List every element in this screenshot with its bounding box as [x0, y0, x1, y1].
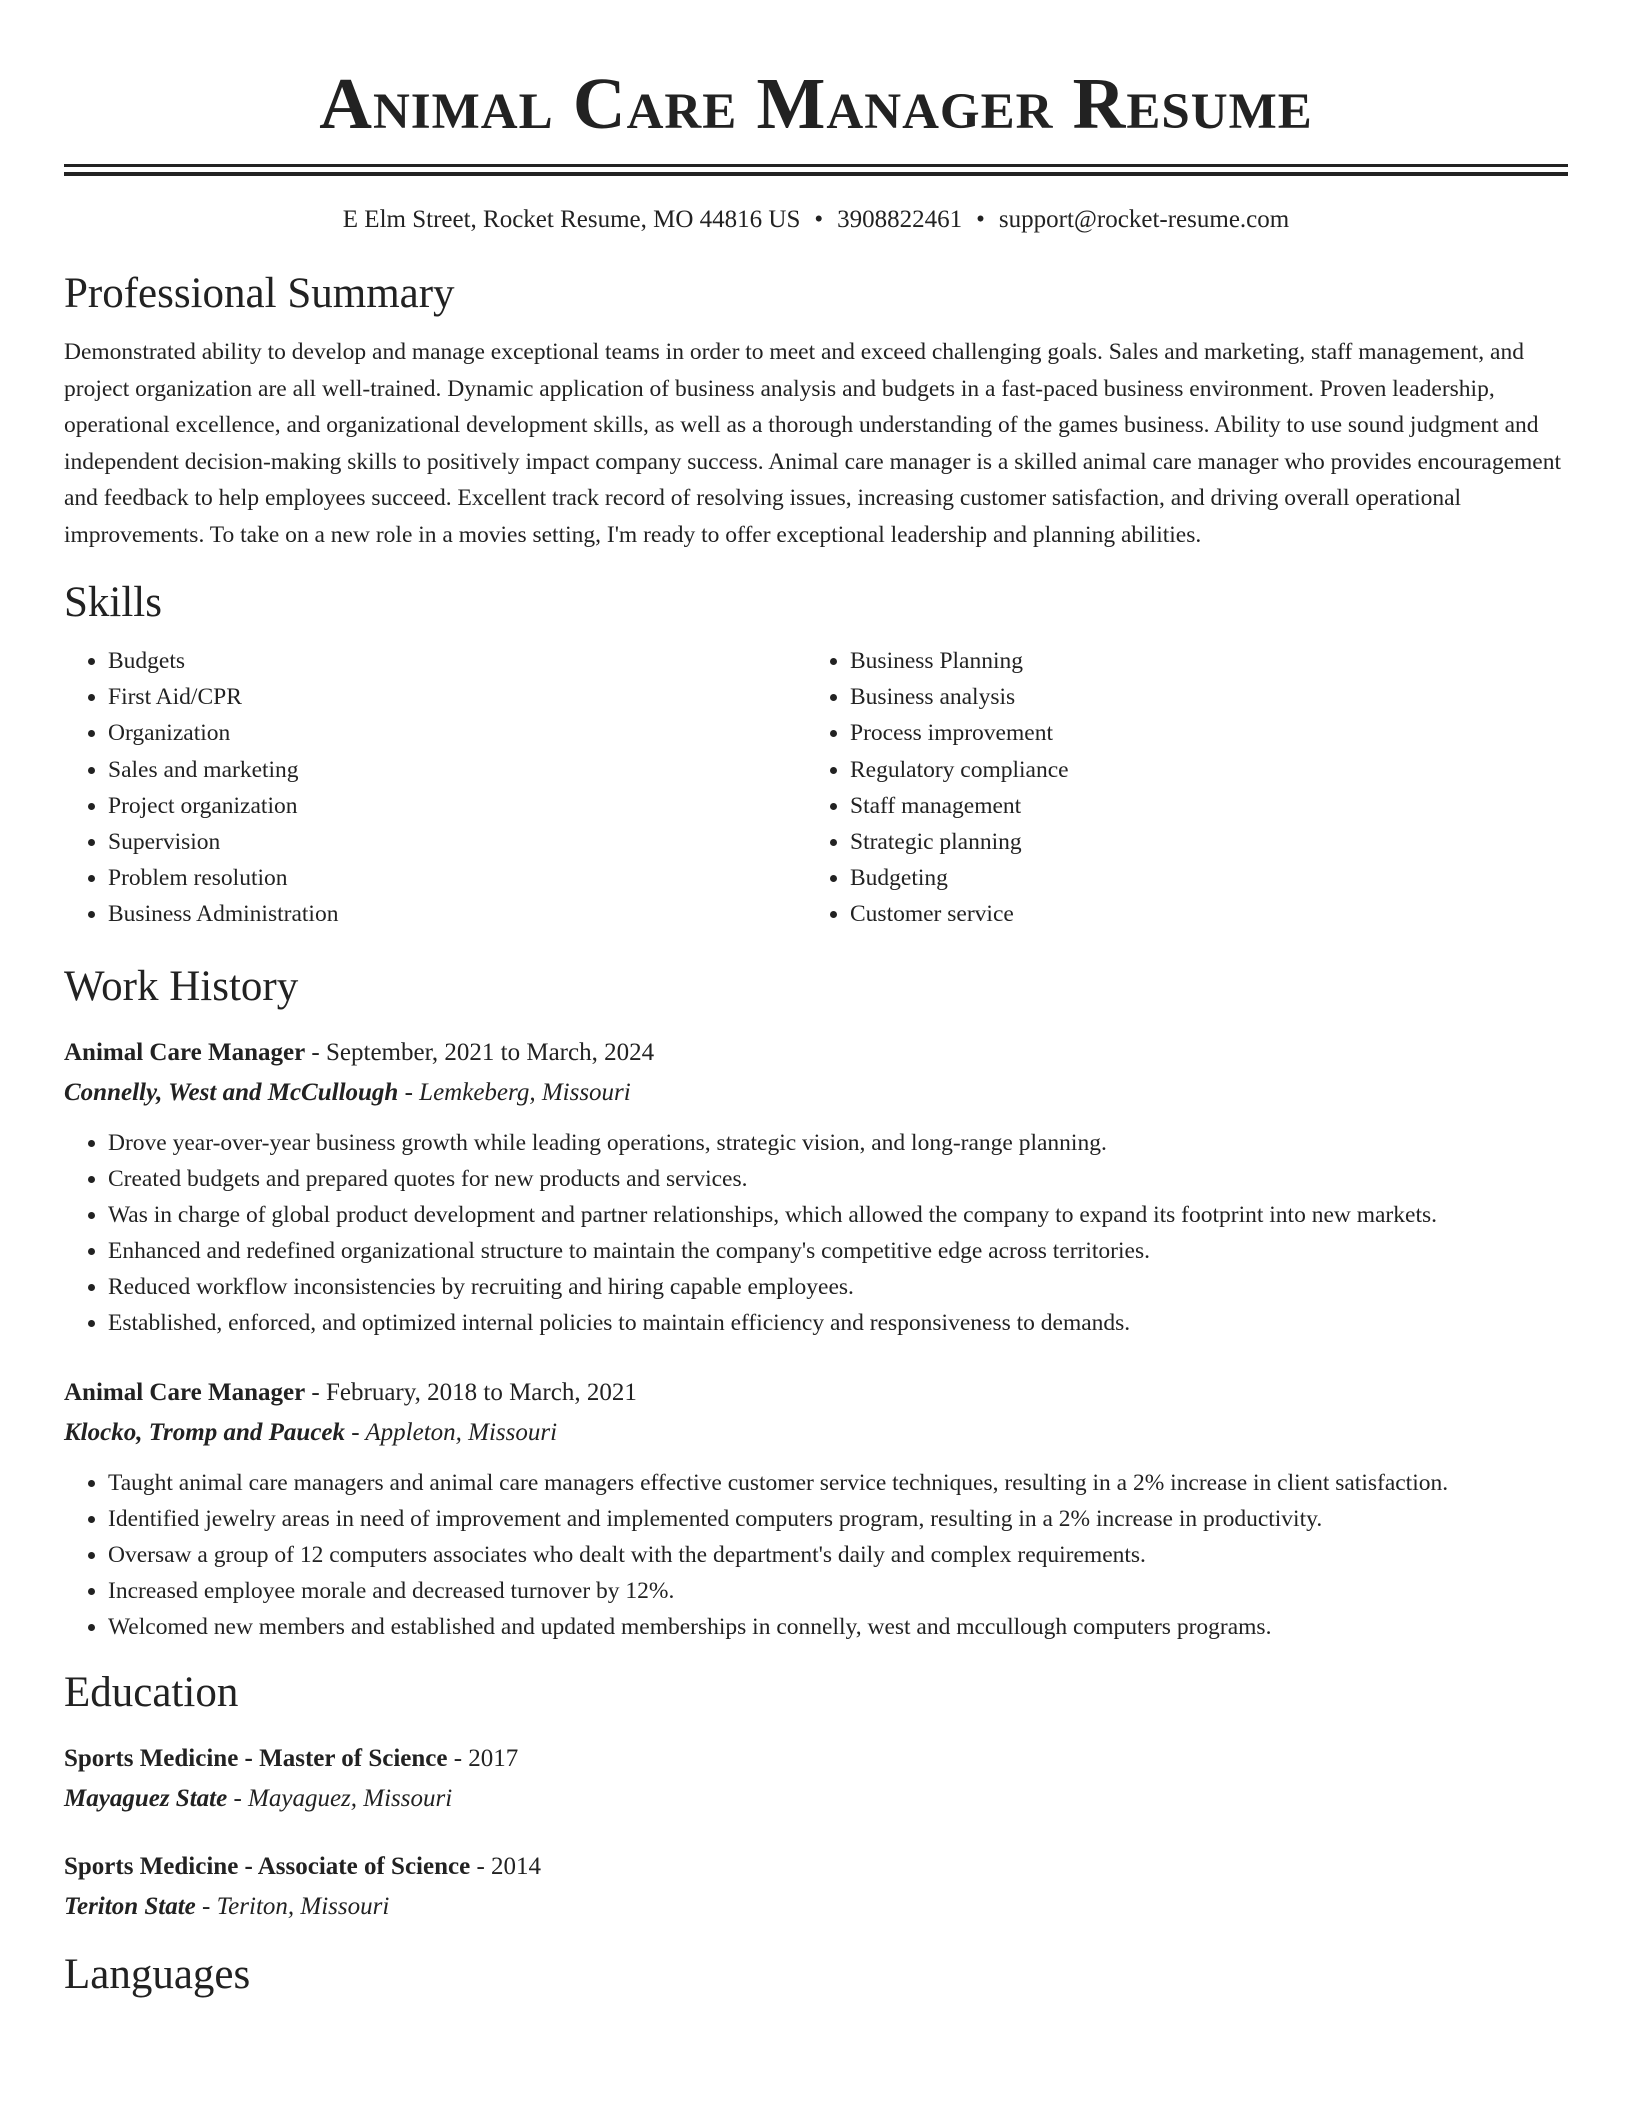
skills-column-left [64, 643, 806, 933]
job-bullets [64, 1125, 1568, 1341]
skill-item: • Sales and marketing [108, 752, 806, 788]
skill-item: • Business Administration [108, 896, 806, 932]
job-entry [64, 1033, 1568, 1341]
job-bullet: • Oversaw a group of 12 computers associates who dealt with the department's daily and complex requirements. [108, 1537, 1568, 1573]
job-bullet: • Taught animal care managers and animal care managers effective customer service techniques, resulting in a 2% increase in client satisfaction. [108, 1465, 1568, 1501]
skills-list [64, 643, 1568, 933]
degree-name: Sports Medicine - Master of Science [64, 1744, 448, 1772]
education-entry [64, 1739, 1568, 1819]
languages-heading: Languages [64, 1950, 251, 1998]
job-location: - Appleton, Missouri [345, 1418, 558, 1446]
school-line [64, 1887, 1568, 1927]
contact-line [64, 202, 1568, 238]
skill-item: • Process improvement [850, 715, 1506, 751]
education-entry [64, 1847, 1568, 1927]
job-title: Animal Care Manager [64, 1038, 306, 1066]
school-name: Mayaguez State [64, 1784, 228, 1812]
education-heading: Education [64, 1668, 239, 1716]
contact-separator: • [814, 206, 824, 233]
job-bullet: • Was in charge of global product development and partner relationships, which allowed the company to expand its footprint into new markets. [108, 1197, 1568, 1233]
skill-item: • Supervision [108, 824, 806, 860]
work-history-heading: Work History [64, 962, 299, 1010]
contact-separator: • [976, 206, 985, 233]
school-name: Teriton State [64, 1892, 196, 1920]
job-bullet: • Reduced workflow inconsistencies by recruiting and hiring capable employees. [108, 1269, 1568, 1305]
job-bullet: • Established, enforced, and optimized internal policies to maintain efficiency and responsiveness to demands. [108, 1305, 1568, 1341]
skill-item: • Regulatory compliance [850, 752, 1506, 788]
contact-address: E Elm Street, Rocket Resume, MO 44816 US [342, 206, 801, 233]
job-title-line [64, 1033, 1568, 1073]
job-dates: - September, 2021 to March, 2024 [305, 1038, 655, 1066]
job-company-line [64, 1413, 1568, 1453]
title-double-rule [64, 164, 1568, 176]
school-line [64, 1779, 1568, 1819]
job-bullet: • Welcomed new members and established and updated memberships in connelly, west and mccullough computers programs. [108, 1609, 1568, 1645]
skill-item: • Problem resolution [108, 860, 806, 896]
skill-item: • Project organization [108, 788, 806, 824]
job-dates: - February, 2018 to March, 2021 [305, 1378, 637, 1406]
skills-heading: Skills [64, 579, 162, 626]
job-bullet: • Identified jewelry areas in need of improvement and implemented computers program, resulting in a 2% increase in productivity. [108, 1501, 1568, 1537]
skill-item: • Strategic planning [850, 824, 1506, 860]
job-company: Connelly, West and McCullough [64, 1078, 399, 1106]
job-bullet: • Created budgets and prepared quotes for new products and services. [108, 1161, 1568, 1197]
skill-item: • Staff management [850, 788, 1506, 824]
skill-item: • First Aid/CPR [108, 679, 806, 715]
skill-item: • Business analysis [850, 679, 1506, 715]
skill-item: • Business Planning [850, 643, 1506, 679]
degree-line [64, 1739, 1568, 1779]
job-bullet: • Increased employee morale and decreased turnover by 12%. [108, 1573, 1568, 1609]
summary-text: Demonstrated ability to develop and manage exceptional teams in order to meet and exceed challenging goals. Sales and marketing, staff management, and project organization are all well-trained. Dynamic application of business analysis and budgets in a fast-paced business environment. Proven leadership, operational excellence, and organizational development skills, as well as a thorough understanding of the games business. Ability to use sound judgment and independent decision-making skills to positively impact company success. Animal care manager is a skilled animal care manager who provides encouragement and feedback to help employees succeed. Excellent track record of resolving issues, increasing customer satisfaction, and driving overall operational improvements. To take on a new role in a movies setting, I'm ready to offer exceptional leadership and planning abilities. [64, 339, 1562, 548]
summary-heading: Professional Summary [64, 270, 455, 317]
job-entry [64, 1373, 1568, 1645]
job-company: Klocko, Tromp and Paucek [64, 1418, 346, 1446]
job-bullet: • Enhanced and redefined organizational structure to maintain the company's competitive edge across territories. [108, 1233, 1568, 1269]
school-location: - Teriton, Missouri [195, 1892, 390, 1920]
job-title: Animal Care Manager [64, 1378, 306, 1406]
skills-column-right [806, 643, 1506, 933]
degree-name: Sports Medicine - Associate of Science [64, 1852, 471, 1880]
job-location: - Lemkeberg, Missouri [398, 1078, 631, 1106]
contact-phone: 3908822461 [837, 206, 963, 233]
degree-year: - 2014 [470, 1852, 542, 1880]
skill-item: • Customer service [850, 896, 1506, 932]
skill-item: • Budgets [108, 643, 806, 679]
job-bullet: • Drove year-over-year business growth while leading operations, strategic vision, and long-range planning. [108, 1125, 1568, 1161]
job-company-line [64, 1073, 1568, 1113]
degree-line [64, 1847, 1568, 1887]
skill-item: • Budgeting [850, 860, 1506, 896]
job-bullets [64, 1465, 1568, 1645]
skill-item: • Organization [108, 715, 806, 751]
degree-year: - 2017 [447, 1744, 519, 1772]
resume-title: Animal Care Manager Resume [319, 63, 1313, 144]
school-location: - Mayaguez, Missouri [227, 1784, 453, 1812]
contact-email: support@rocket-resume.com [998, 206, 1290, 233]
job-title-line [64, 1373, 1568, 1413]
